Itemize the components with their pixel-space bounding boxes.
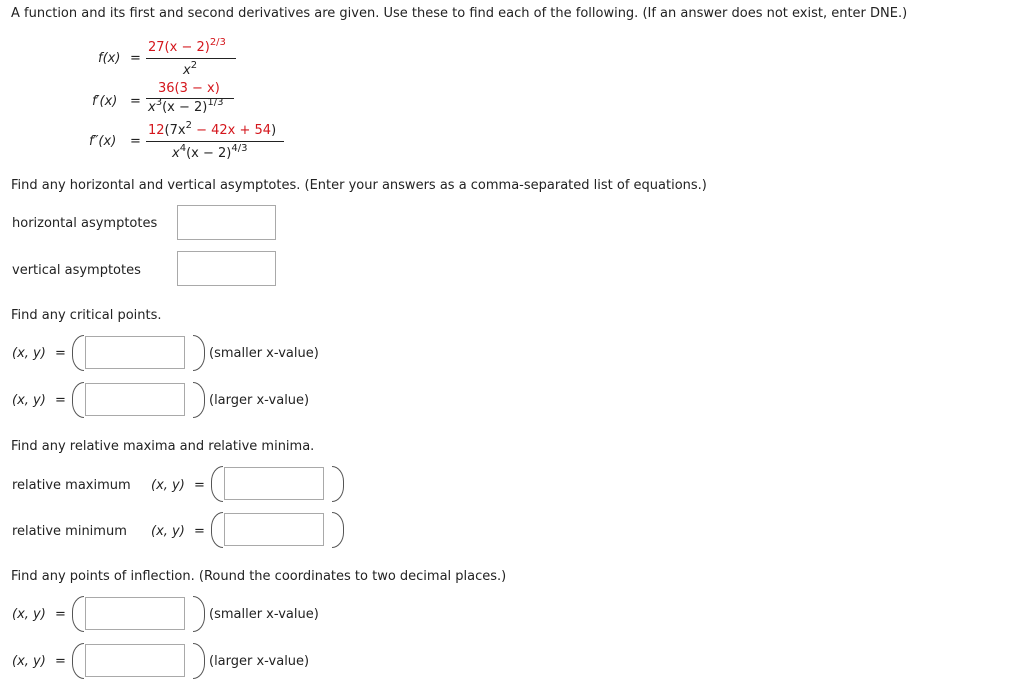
max-xy-label: (x, y) xyxy=(151,478,185,493)
vertical-asymptotes-input[interactable] xyxy=(177,251,276,286)
critical-heading: Find any critical points. xyxy=(11,308,162,323)
fprime-equals: = xyxy=(130,94,141,109)
f-equals: = xyxy=(130,51,141,66)
fdouble-den-paren-exp: 4/3 xyxy=(231,143,248,154)
fdouble-num-close: ) xyxy=(271,123,277,138)
left-paren-icon xyxy=(72,382,84,418)
f-fraction-bar xyxy=(146,58,236,59)
relative-maximum-input[interactable] xyxy=(224,467,324,500)
critical-point-smaller-input[interactable] xyxy=(85,336,185,369)
left-paren-icon xyxy=(211,512,223,548)
fdouble-numerator xyxy=(148,120,277,138)
inflection-xy-label-2: (x, y) xyxy=(12,654,46,669)
inflection-xy-label-1: (x, y) xyxy=(12,607,46,622)
right-paren-icon xyxy=(193,596,205,632)
horizontal-asymptotes-label: horizontal asymptotes xyxy=(12,216,158,231)
fdouble-num-open: (7x xyxy=(164,123,186,138)
right-paren-icon xyxy=(193,335,205,371)
relative-maximum-label: relative maximum xyxy=(12,478,131,493)
right-paren-icon xyxy=(332,466,344,502)
right-paren-icon xyxy=(332,512,344,548)
inflection-equals-1: = xyxy=(55,607,66,622)
left-paren-icon xyxy=(72,643,84,679)
left-paren-icon xyxy=(211,466,223,502)
right-paren-icon xyxy=(193,643,205,679)
f-label: f(x) xyxy=(98,51,121,66)
f-num-main: 27(x − 2) xyxy=(148,40,210,55)
critical-xy-label-1: (x, y) xyxy=(12,346,46,361)
f-numerator xyxy=(148,37,226,55)
relative-minimum-input[interactable] xyxy=(224,513,324,546)
left-paren-icon xyxy=(72,335,84,371)
fprime-den-x: x xyxy=(148,100,156,115)
inflection-point-larger-input[interactable] xyxy=(85,644,185,677)
critical-xy-label-2: (x, y) xyxy=(12,393,46,408)
fprime-den-paren: (x − 2) xyxy=(162,100,208,115)
critical-point-larger-input[interactable] xyxy=(85,383,185,416)
inflection-equals-2: = xyxy=(55,654,66,669)
critical-equals-2: = xyxy=(55,393,66,408)
fdouble-fraction-bar xyxy=(146,141,284,142)
fprime-numerator: 36(3 − x) xyxy=(158,81,220,96)
fdouble-den-x: x xyxy=(172,146,180,161)
right-paren-icon xyxy=(193,382,205,418)
f-den-exp: 2 xyxy=(190,60,198,71)
fdouble-num-coef: 12 xyxy=(148,123,165,138)
inflection-larger-note: (larger x-value) xyxy=(209,654,310,669)
inflection-heading: Find any points of inflection. (Round the coordinates to two decimal places.) xyxy=(11,569,507,584)
max-equals: = xyxy=(194,478,205,493)
critical-larger-note: (larger x-value) xyxy=(209,393,310,408)
min-xy-label: (x, y) xyxy=(151,524,185,539)
fprime-denominator xyxy=(148,97,224,115)
fdouble-label: f″(x) xyxy=(89,134,117,149)
f-den-main: x xyxy=(183,63,191,78)
fdouble-num-sq: 2 xyxy=(185,120,192,131)
fdouble-den-paren: (x − 2) xyxy=(186,146,232,161)
instructions-text: A function and its first and second derivatives are given. Use these to find each of the following. (If an answer does not exist, enter DNE.) xyxy=(11,6,908,21)
fdouble-denominator xyxy=(172,143,248,161)
inflection-point-smaller-input[interactable] xyxy=(85,597,185,630)
fprime-den-paren-exp: 1/3 xyxy=(207,97,224,108)
asymptotes-heading: Find any horizontal and vertical asymptotes. (Enter your answers as a comma-separated list of equations.) xyxy=(11,178,707,193)
relative-minimum-label: relative minimum xyxy=(12,524,127,539)
critical-smaller-note: (smaller x-value) xyxy=(209,346,319,361)
critical-equals-1: = xyxy=(55,346,66,361)
fdouble-num-rest: − 42x + 54 xyxy=(191,123,272,138)
fdouble-equals: = xyxy=(130,134,141,149)
fprime-label: f′(x) xyxy=(92,94,118,109)
extrema-heading: Find any relative maxima and relative minima. xyxy=(11,439,315,454)
horizontal-asymptotes-input[interactable] xyxy=(177,205,276,240)
f-num-exp: 2/3 xyxy=(209,37,226,48)
f-denominator xyxy=(183,60,198,78)
fprime-den-x-exp: 3 xyxy=(155,97,163,108)
min-equals: = xyxy=(194,524,205,539)
inflection-smaller-note: (smaller x-value) xyxy=(209,607,319,622)
fdouble-den-x-exp: 4 xyxy=(179,143,187,154)
vertical-asymptotes-label: vertical asymptotes xyxy=(12,263,141,278)
left-paren-icon xyxy=(72,596,84,632)
